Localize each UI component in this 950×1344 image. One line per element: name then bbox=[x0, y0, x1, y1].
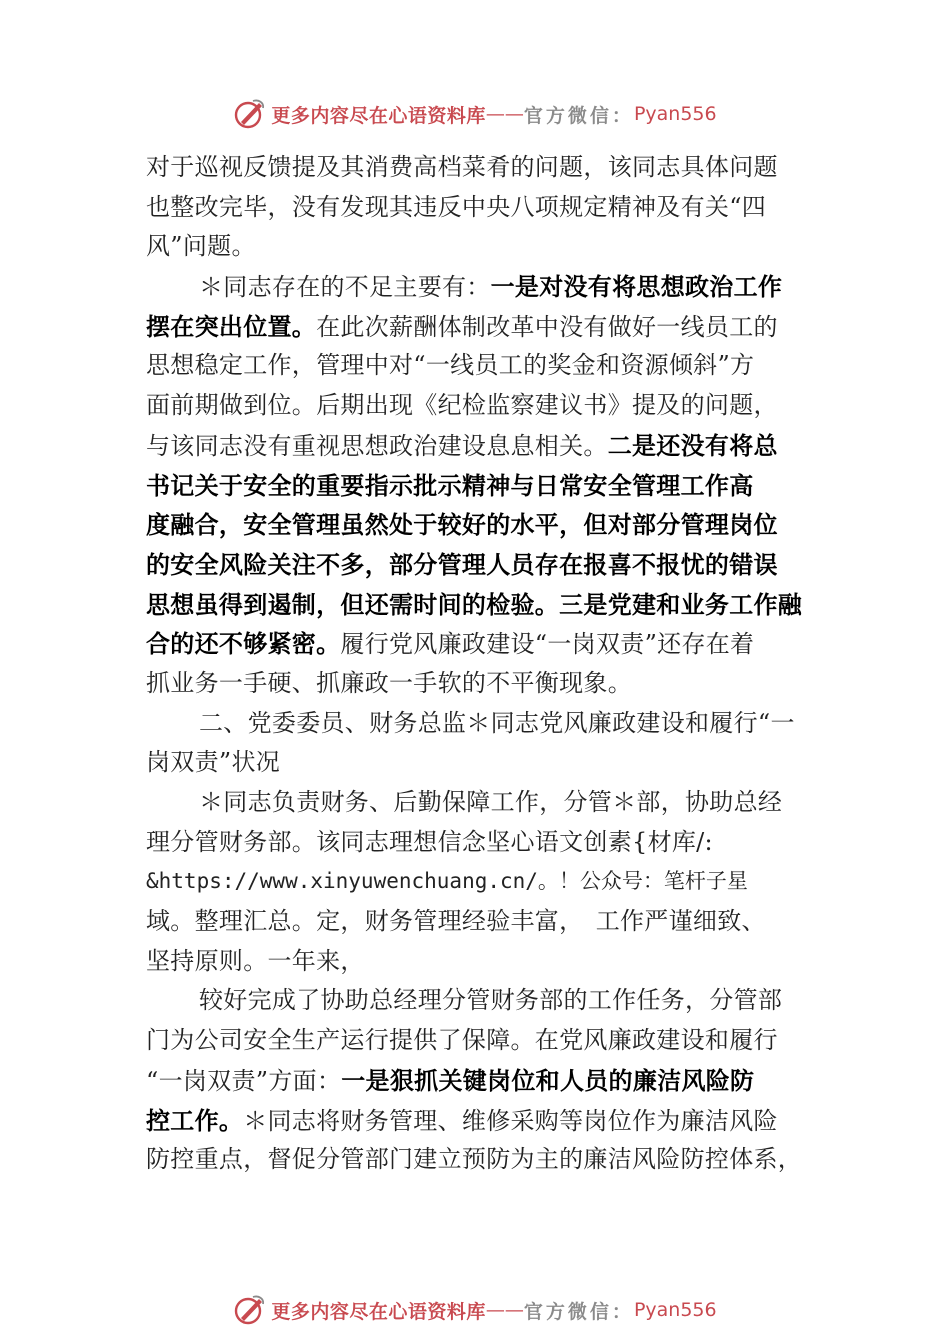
pen-logo-icon bbox=[233, 97, 267, 131]
text-line: 书记关于安全的重要指示批示精神与日常安全管理工作高 bbox=[146, 470, 754, 500]
document-body bbox=[146, 148, 818, 1180]
text-line: 抓业务一手硬、抓廉政一手软的不平衡现象。 bbox=[146, 668, 632, 697]
watermark-wechat-label: 官方微信： bbox=[523, 1300, 634, 1323]
text-line: 合的还不够紧密。履行党风廉政建设“一岗双责”还存在着 bbox=[146, 629, 755, 659]
watermark-wechat-label: 官方微信： bbox=[523, 104, 634, 127]
text-line: ＊同志负责财务、后勤保障工作，分管＊部，协助总经 bbox=[199, 788, 783, 816]
watermark-banner-top bbox=[0, 94, 950, 134]
text-line: 思想虽得到遏制，但还需时间的检验。三是党建和业务工作融 bbox=[146, 589, 803, 619]
text-line: 度融合，安全管理虽然处于较好的水平，但对部分管理岗位 bbox=[146, 510, 778, 540]
section-heading-line: 二、党委委员、财务总监＊同志党风廉政建设和履行“一 bbox=[199, 708, 795, 737]
text-line: 风”问题。 bbox=[146, 232, 256, 261]
watermark-wechat-id: Pyan556 bbox=[633, 1299, 717, 1321]
text-line: 面前期做到位。后期出现《纪检监察建议书》提及的问题， bbox=[146, 391, 778, 420]
text-line: “一岗双责”方面：一是狠抓关键岗位和人员的廉洁风险防 bbox=[146, 1065, 755, 1095]
text-line: 思想稳定工作，管理中对“一线员工的奖金和资源倾斜”方 bbox=[146, 351, 755, 380]
text-line: 对于巡视反馈提及其消费高档菜肴的问题，该同志具体问题 bbox=[146, 153, 778, 181]
watermark-brand-text: 更多内容尽在心语资料库 bbox=[271, 104, 486, 127]
text-line: 的安全风险关注不多，部分管理人员存在报喜不报忧的错误 bbox=[146, 549, 778, 579]
text-line: 域。整理汇总。定，财务管理经验丰富， 工作严谨细致、 bbox=[146, 907, 766, 936]
watermark-dash: —— bbox=[485, 1299, 524, 1321]
watermark-brand-text: 更多内容尽在心语资料库 bbox=[271, 1300, 486, 1323]
pen-logo-icon bbox=[233, 1293, 267, 1327]
text-line: 理分管财务部。该同志理想信念坚心语文创素{材库/: bbox=[146, 827, 713, 856]
text-line: 与该同志没有重视思想政治建设息息相关。二是还没有将总 bbox=[146, 430, 778, 460]
text-line: 门为公司安全生产运行提供了保障。在党风廉政建设和履行 bbox=[146, 1026, 778, 1055]
text-line: 防控重点，督促分管部门建立预防为主的廉洁风险防控体系， bbox=[146, 1145, 803, 1174]
watermark-wechat-id: Pyan556 bbox=[633, 103, 717, 125]
text-line-url: &https://www.xinyuwenchuang.cn/。！公众号：笔杆子星 bbox=[146, 869, 748, 894]
text-line: 较好完成了协助总经理分管财务部的工作任务，分管部 bbox=[199, 986, 783, 1015]
text-line: ＊同志存在的不足主要有：一是对没有将思想政治工作 bbox=[199, 272, 783, 302]
text-line: 坚持原则。一年来， bbox=[146, 946, 365, 975]
section-heading-line: 岗双责”状况 bbox=[146, 748, 281, 777]
text-line: 也整改完毕，没有发现其违反中央八项规定精神及有关“四 bbox=[146, 192, 767, 221]
watermark-dash: —— bbox=[485, 103, 524, 125]
text-line: 控工作。＊同志将财务管理、维修采购等岗位作为廉洁风险 bbox=[146, 1105, 778, 1135]
text-line: 摆在突出位置。在此次薪酬体制改革中没有做好一线员工的 bbox=[146, 311, 778, 341]
watermark-banner-bottom bbox=[0, 1290, 950, 1330]
